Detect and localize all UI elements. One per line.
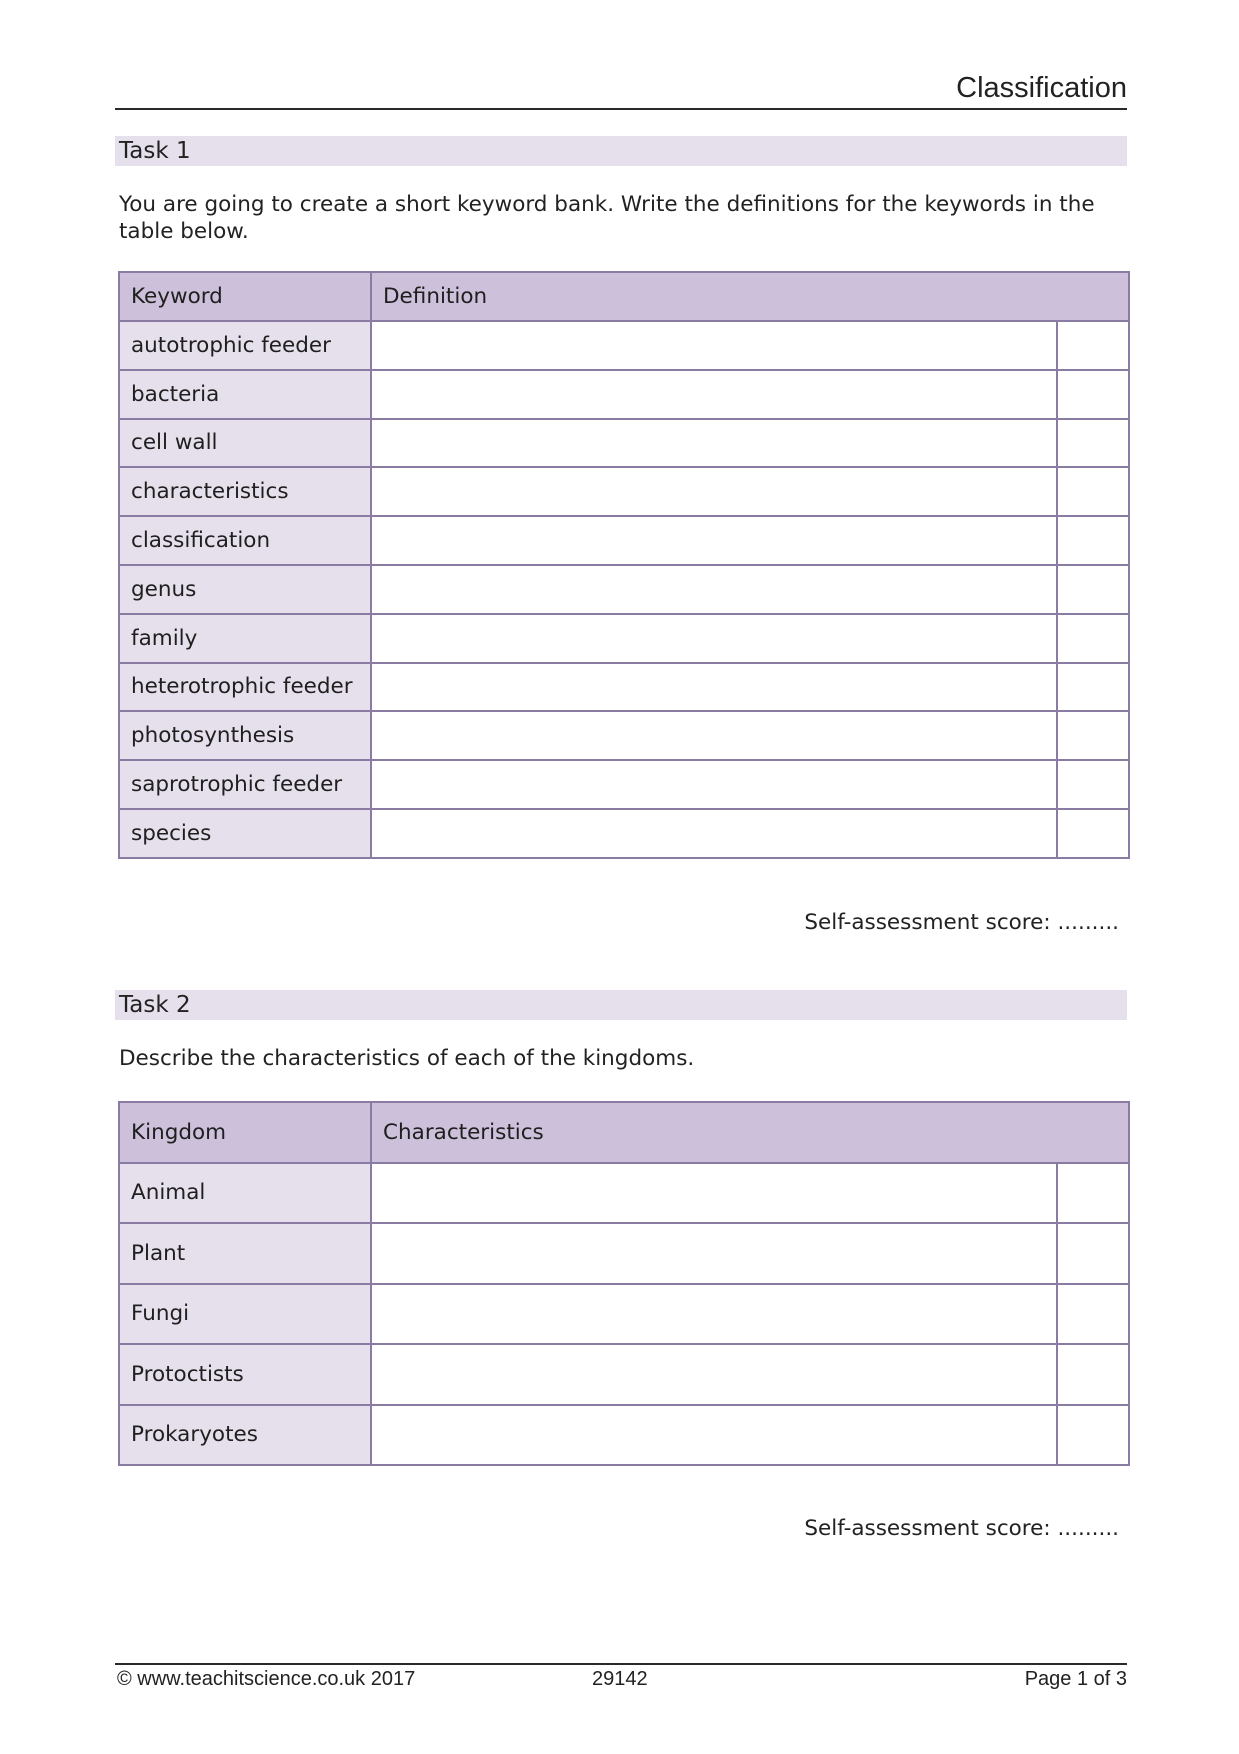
kingdom-cell: Animal [119,1163,371,1224]
table-row [119,321,1129,370]
table-row [119,1223,1129,1284]
keyword-cell: heterotrophic feeder [119,663,371,712]
task1-instructions: You are going to create a short keyword bank. Write the definitions for the keywords in the table below. [119,192,1095,244]
characteristics-column-header: Characteristics [371,1102,1129,1163]
table-row [119,809,1129,858]
keyword-table [118,271,1130,859]
definition-column-header: Definition [371,272,1129,321]
table-row [119,614,1129,663]
characteristics-answer-cell[interactable] [371,1284,1057,1345]
table-row [119,760,1129,809]
definition-answer-cell[interactable] [371,711,1057,760]
task2-heading: Task 2 [115,990,1127,1020]
keyword-table-header [119,272,1129,321]
keyword-cell: bacteria [119,370,371,419]
table-row [119,467,1129,516]
characteristics-answer-cell[interactable] [371,1344,1057,1405]
score-cell[interactable] [1057,516,1129,565]
footer-copyright: © www.teachitscience.co.uk 2017 [117,1668,416,1690]
score-cell[interactable] [1057,1223,1129,1284]
kingdom-cell: Fungi [119,1284,371,1345]
keyword-cell: photosynthesis [119,711,371,760]
footer-code: 29142 [592,1668,648,1690]
kingdom-cell: Protoctists [119,1344,371,1405]
table-row [119,516,1129,565]
keyword-column-header: Keyword [119,272,371,321]
table-row [119,663,1129,712]
footer-page-number: Page 1 of 3 [1024,1668,1127,1690]
score-cell[interactable] [1057,760,1129,809]
characteristics-answer-cell[interactable] [371,1163,1057,1224]
keyword-cell: species [119,809,371,858]
definition-answer-cell[interactable] [371,419,1057,468]
keyword-cell: classification [119,516,371,565]
score-cell[interactable] [1057,419,1129,468]
definition-answer-cell[interactable] [371,467,1057,516]
table-row [119,1405,1129,1466]
task1-heading: Task 1 [115,136,1127,166]
table-row [119,1344,1129,1405]
footer-rule [115,1663,1127,1665]
definition-answer-cell[interactable] [371,809,1057,858]
definition-answer-cell[interactable] [371,565,1057,614]
kingdom-column-header: Kingdom [119,1102,371,1163]
keyword-cell: saprotrophic feeder [119,760,371,809]
kingdom-cell: Prokaryotes [119,1405,371,1466]
score-cell[interactable] [1057,1344,1129,1405]
definition-answer-cell[interactable] [371,663,1057,712]
task2-self-assessment: Self-assessment score: ......... [804,1516,1119,1541]
score-cell[interactable] [1057,614,1129,663]
score-cell[interactable] [1057,1163,1129,1224]
keyword-cell: genus [119,565,371,614]
table-row [119,370,1129,419]
score-cell[interactable] [1057,321,1129,370]
table-row [119,1163,1129,1224]
table-row [119,565,1129,614]
definition-answer-cell[interactable] [371,370,1057,419]
definition-answer-cell[interactable] [371,760,1057,809]
keyword-cell: characteristics [119,467,371,516]
score-cell[interactable] [1057,711,1129,760]
table-row [119,1284,1129,1345]
score-cell[interactable] [1057,809,1129,858]
kingdom-table-header [119,1102,1129,1163]
header-rule [115,108,1127,110]
table-row [119,419,1129,468]
characteristics-answer-cell[interactable] [371,1223,1057,1284]
score-cell[interactable] [1057,663,1129,712]
page-title: Classification [956,72,1127,104]
definition-answer-cell[interactable] [371,614,1057,663]
score-cell[interactable] [1057,370,1129,419]
score-cell[interactable] [1057,1284,1129,1345]
keyword-cell: autotrophic feeder [119,321,371,370]
keyword-cell: family [119,614,371,663]
score-cell[interactable] [1057,467,1129,516]
task2-instructions: Describe the characteristics of each of the kingdoms. [119,1046,695,1071]
task1-self-assessment: Self-assessment score: ......... [804,910,1119,935]
score-cell[interactable] [1057,565,1129,614]
kingdom-cell: Plant [119,1223,371,1284]
table-row [119,711,1129,760]
keyword-cell: cell wall [119,419,371,468]
definition-answer-cell[interactable] [371,321,1057,370]
definition-answer-cell[interactable] [371,516,1057,565]
score-cell[interactable] [1057,1405,1129,1466]
characteristics-answer-cell[interactable] [371,1405,1057,1466]
kingdom-table [118,1101,1130,1466]
